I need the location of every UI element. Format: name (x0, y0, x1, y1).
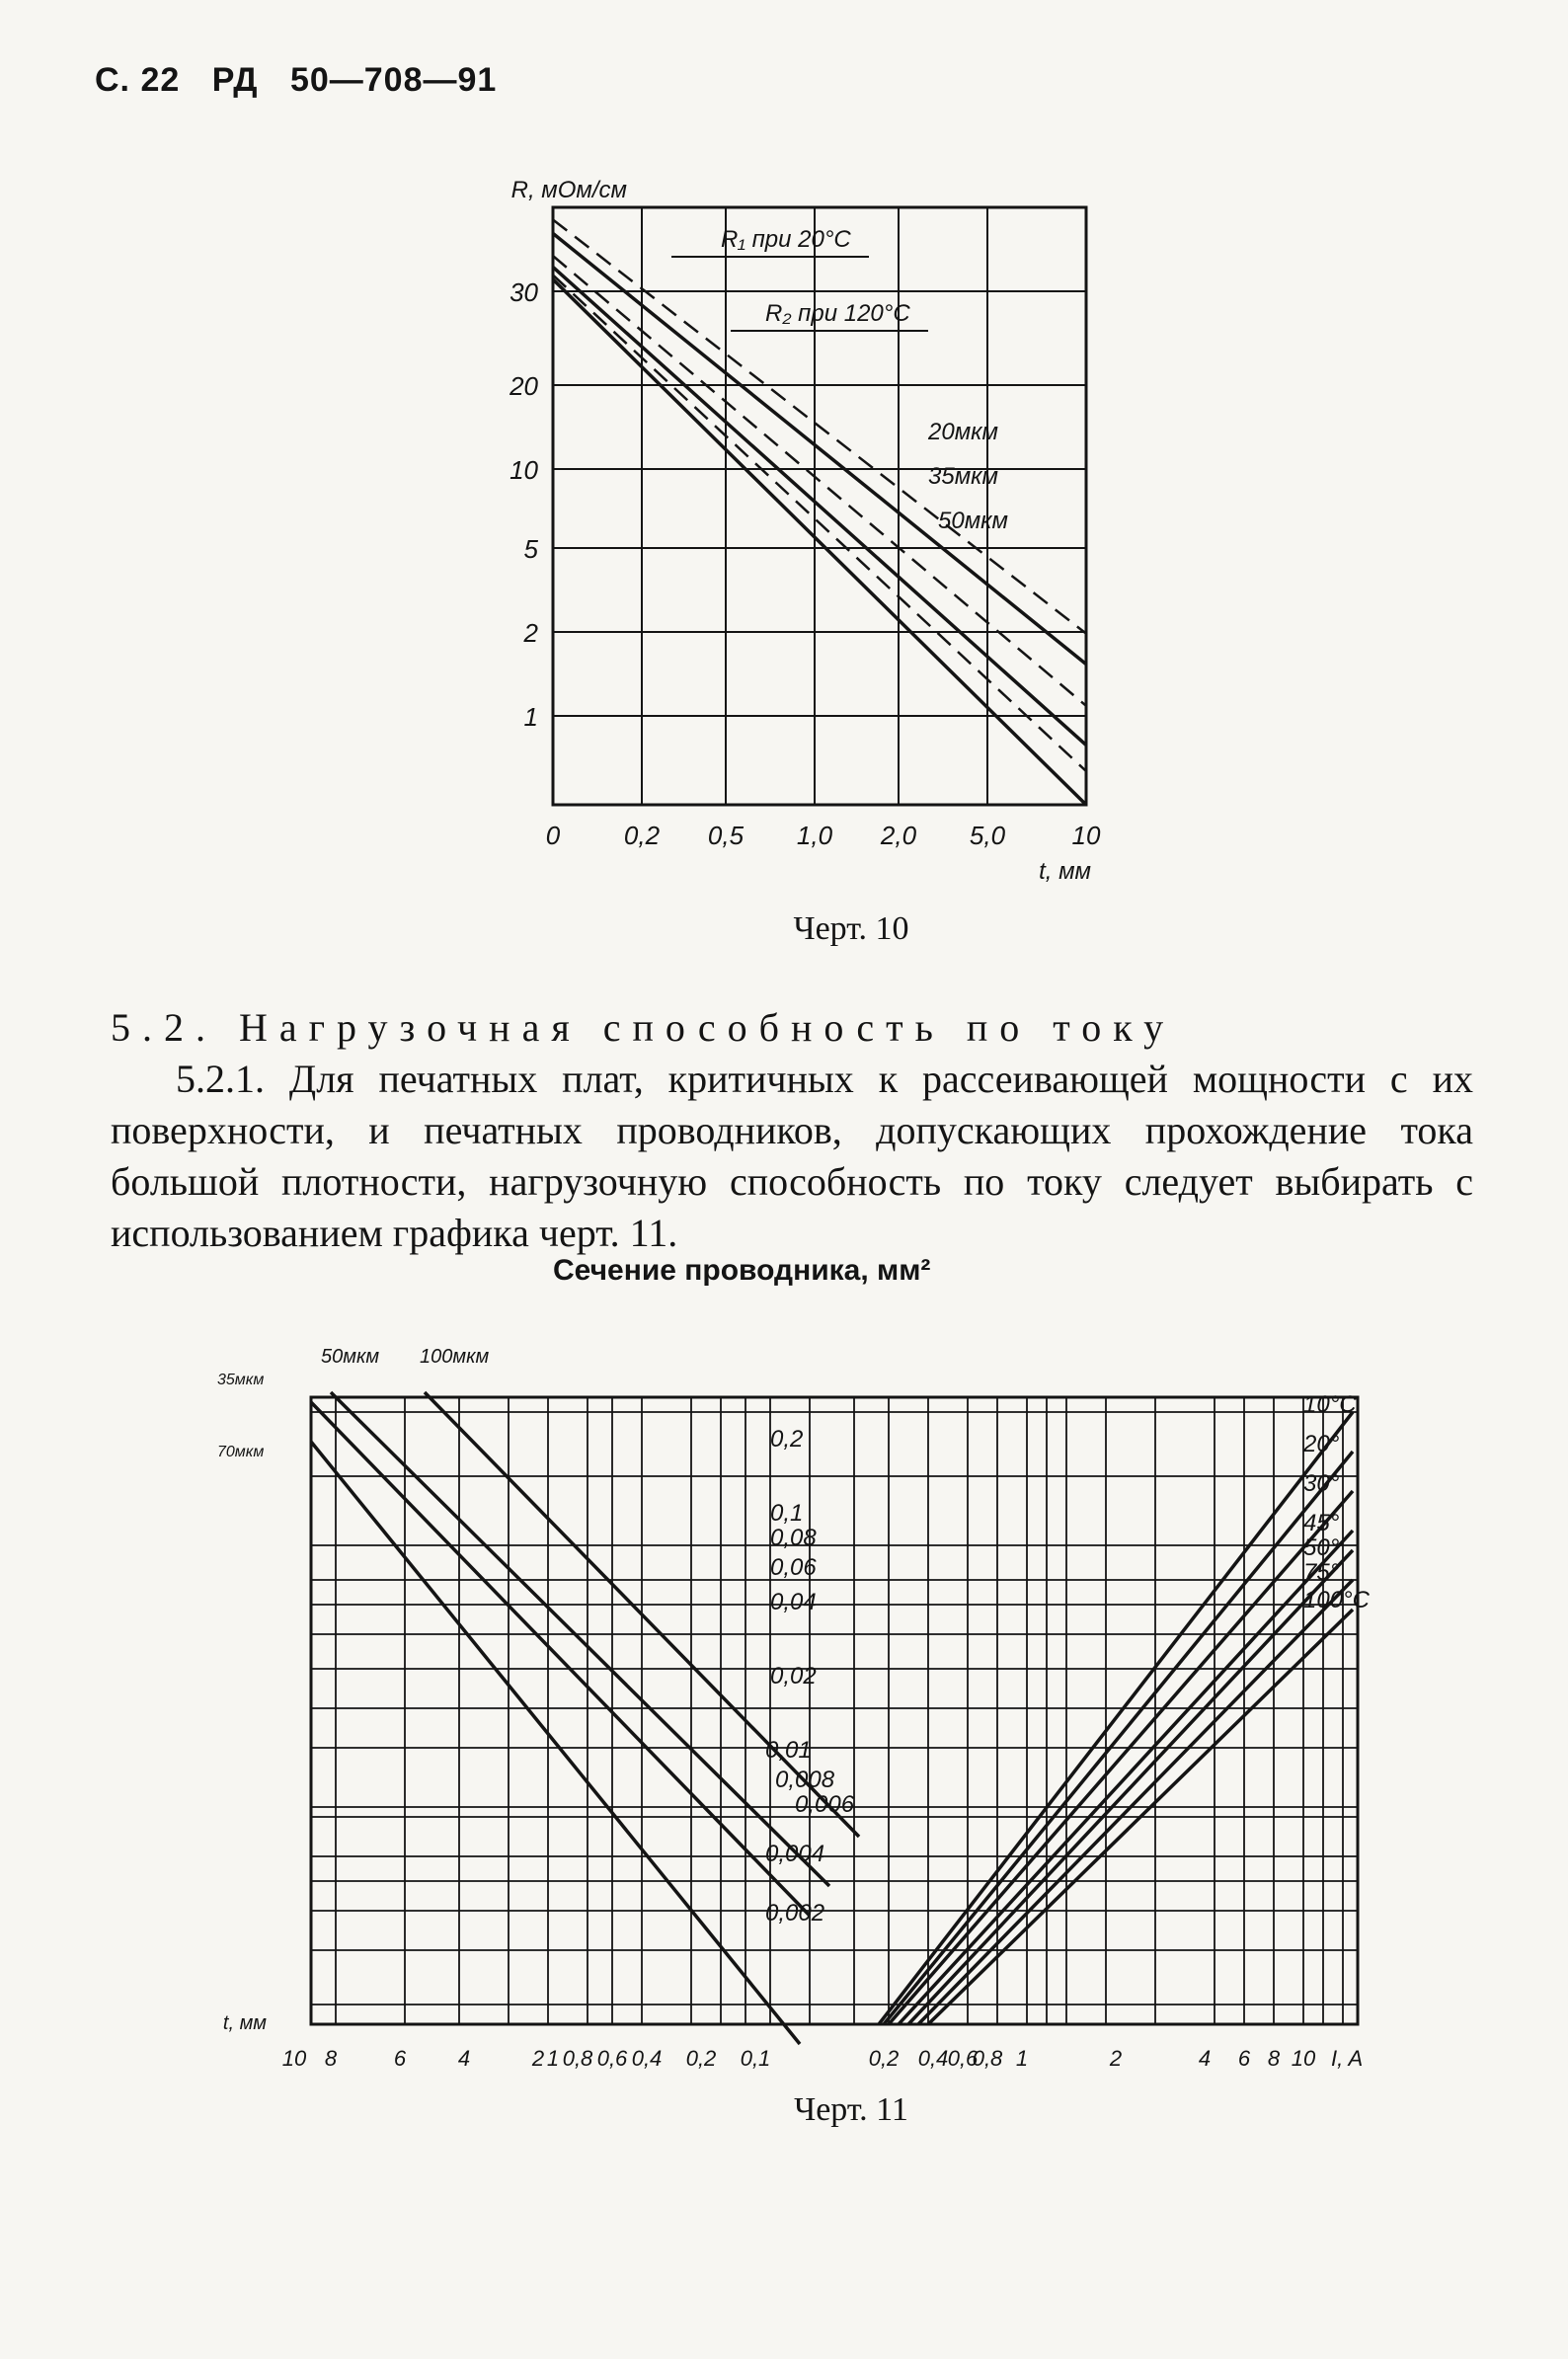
chart11-x-tick-label: 0,6 (947, 2046, 979, 2071)
chart10-x-tick-label: 0 (545, 821, 561, 850)
chart11-section-label: 0,2 (770, 1426, 804, 1453)
chart11-x-tick-label: 8 (324, 2046, 338, 2071)
chart11-temperature-label: 50° (1303, 1534, 1340, 1561)
chart10-y-tick-label: 1 (523, 702, 538, 732)
chart11-thickness-line (311, 1442, 800, 2044)
chart10-y-tick-label: 20 (510, 371, 538, 401)
chart11-x-tick-label: 0,4 (917, 2046, 949, 2071)
chart10-annotation-label: 35мкм (928, 463, 998, 490)
chart11-temperature-line (908, 1550, 1353, 2024)
chart10-x-tick-label: 0,2 (623, 821, 661, 850)
chart11-x-tick-label: 0,1 (740, 2046, 771, 2071)
figure-11-caption: Черт. 11 (794, 2091, 908, 2128)
chart11-x-tick-label: 0,8 (562, 2046, 593, 2071)
chart10-y-tick-label: 2 (523, 618, 538, 648)
chart11-temperature-label: 30° (1303, 1470, 1340, 1497)
chart10-y-tick-label: 5 (523, 534, 538, 564)
chart-resistance-vs-thickness (434, 163, 1116, 923)
chart11-x-tick-label: 4 (1198, 2046, 1212, 2071)
chart11-temperature-label: 45° (1303, 1510, 1340, 1536)
chart11-x-tick-label: 6 (1237, 2046, 1251, 2071)
figure-10-caption: Черт. 10 (793, 910, 909, 947)
chart11-x-axis-label: I, A (1331, 2046, 1364, 2071)
chart10-x-tick-label: 10 (1071, 821, 1101, 850)
chart11-section-label: 0,08 (770, 1525, 817, 1551)
document-type: РД (211, 61, 259, 99)
chart10-y-tick-label: 30 (510, 277, 538, 307)
chart-current-capacity (178, 1343, 1370, 2103)
chart11-section-label: 0,1 (770, 1500, 804, 1527)
chart10-x-tick-label: 5,0 (969, 821, 1006, 850)
chart11-x-tick-label: 1 (1015, 2046, 1029, 2071)
chart11-x-tick-label: 4 (457, 2046, 471, 2071)
chart11-x-tick-label: 2 (531, 2046, 545, 2071)
chart11-thickness-label: 35мкм (217, 1372, 265, 1388)
chart11-temperature-line (879, 1412, 1353, 2024)
chart10-y-tick-label: 10 (510, 455, 538, 485)
chart10-annotation-label: R₁ при 20°С (721, 226, 851, 253)
chart11-x-tick-label: 0,2 (868, 2046, 900, 2071)
chart11-x-tick-label: 2 (1109, 2046, 1123, 2071)
chart10-annotation-label: 50мкм (938, 508, 1008, 534)
chart11-temperature-label: 100°С (1303, 1587, 1370, 1613)
chart11-section-label: 0,006 (795, 1791, 855, 1818)
chart11-x-tick-label: 0,4 (631, 2046, 663, 2071)
chart11-x-tick-label: 10 (1291, 2046, 1316, 2071)
chart10-x-tick-label: 1,0 (796, 821, 833, 850)
chart11-thickness-line (311, 1402, 810, 1916)
chart11-x-tick-label: 0,6 (596, 2046, 628, 2071)
chart10-x-tick-label: 0,5 (707, 821, 745, 850)
chart11-section-label: 0,008 (775, 1767, 835, 1793)
chart11-section-label: 0,002 (765, 1900, 825, 1927)
chart11-thickness-label: 100мкм (420, 1346, 490, 1368)
chart11-temperature-label: 75° (1303, 1559, 1340, 1586)
page-number: С. 22 (95, 61, 181, 99)
chart10-annotation-label: 20мкм (928, 419, 998, 445)
chart11-section-label: 0,004 (765, 1841, 825, 1867)
chart11-section-label: 0,04 (770, 1589, 817, 1615)
chart10-series-line (553, 219, 1086, 633)
chart10-annotation-label: R₂ при 120°С (765, 300, 910, 327)
chart11-temperature-line (918, 1580, 1353, 2024)
section-title: 5.2. Нагрузочная способность по току (111, 1005, 1176, 1050)
chart11-y-axis-label: t, мм (222, 2012, 267, 2034)
section-5-2 (111, 1002, 1473, 1259)
chart11-thickness-label: 70мкм (217, 1444, 265, 1460)
chart11-section-label: 0,01 (765, 1737, 812, 1764)
chart10-series-line (553, 233, 1086, 664)
chart11-temperature-label: 20° (1303, 1431, 1340, 1457)
chart11-x-tick-label: 1 (546, 2046, 560, 2071)
figure-11-title: Сечение проводника, мм² (553, 1254, 931, 1287)
chart11-section-label: 0,06 (770, 1554, 817, 1581)
chart10-series-line (553, 267, 1086, 745)
chart11-temperature-line (889, 1491, 1353, 2024)
chart10-x-axis-label: t, мм (1039, 858, 1091, 885)
chart11-section-label: 0,02 (770, 1663, 817, 1690)
chart11-thickness-label: 50мкм (321, 1346, 380, 1368)
chart11-temperature-line (884, 1452, 1353, 2024)
chart11-x-tick-label: 10 (281, 2046, 307, 2071)
chart10-y-axis-label: R, мОм/см (510, 177, 627, 203)
chart11-temperature-label: 10°С (1303, 1391, 1357, 1418)
chart11-x-tick-label: 8 (1267, 2046, 1281, 2071)
chart11-x-tick-label: 0,8 (972, 2046, 1003, 2071)
chart11-x-tick-label: 6 (393, 2046, 407, 2071)
section-paragraph: 5.2.1. Для печатных плат, критичных к рассеивающей мощности с их поверхности, и печатных проводников, допускающих прохождение тока большой плотности, нагрузочную способность по току следует выбирать с использованием графика черт. 11. (111, 1057, 1473, 1255)
page-header (95, 61, 518, 100)
chart10-series-line (553, 279, 1086, 805)
chart11-x-tick-label: 0,2 (685, 2046, 717, 2071)
document-number: 50—708—91 (289, 61, 498, 99)
chart10-x-tick-label: 2,0 (880, 821, 917, 850)
